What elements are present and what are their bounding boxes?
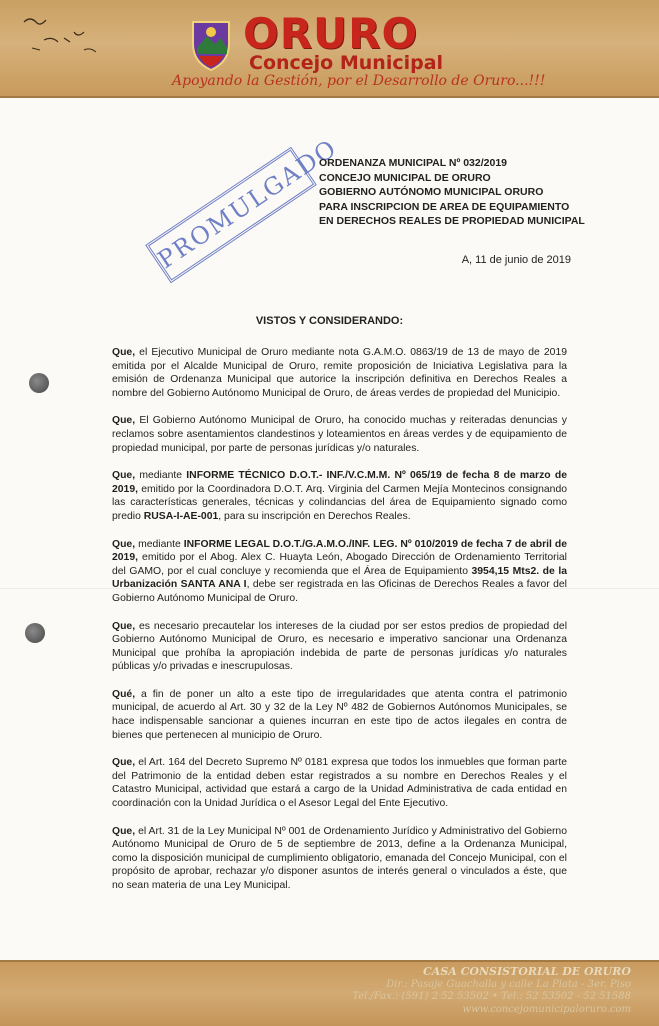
paragraph-lead: Que,	[112, 757, 136, 769]
punch-hole	[25, 623, 45, 643]
paragraph-text: emitido por la Coordinadora D.O.T. Arq. Virginia del Carmen Mejía Montecinos consignando las características generales, técnicas y colindancias del área de Equipamiento signado como predio	[112, 483, 567, 522]
ordinance-heading	[319, 156, 585, 229]
letterhead-header	[0, 0, 659, 98]
brand-tagline: Apoyando la Gestión, por el Desarrollo de Oruro...!!!	[172, 73, 546, 89]
paragraph-text: el Ejecutivo Municipal de Oruro mediante nota G.A.M.O. 0863/19 de 13 de mayo de 2019 emitida por el Alcalde Municipal de Oruro, remite proposición de Iniciativa Legislativa para la emisión de Ordenanza Municipal que autorice la inscripción definitiva en Derechos Reales a nombre del Gobierno Autónomo Municipal de Oruro, de áreas verdes de propiedad del Municipio.	[112, 347, 567, 399]
paragraph-text: emitido por el Abog. Alex C. Huayta León, Abogado Dirección de Ordenamiento Territorial del GAMO, por el cual concluye y recomienda que el Área de Equipamiento	[112, 552, 567, 577]
heading-line: GOBIERNO AUTÓNOMO MUNICIPAL ORURO	[319, 186, 544, 198]
paragraph-text: mediante	[135, 538, 184, 550]
paragraph-text: , debe ser registrada en las Oficinas de Derechos Reales a favor del Gobierno Autónomo Municipal de Oruro.	[112, 579, 567, 604]
paragraph-bold: INFORME LEGAL D.O.T./G.A.M.O./INF. LEG. Nº 010/2019 de fecha 7 de abril de 2019,	[112, 538, 567, 564]
brand-title: ORURO	[243, 9, 419, 58]
paragraph	[112, 414, 567, 455]
handwritten-marks	[14, 10, 124, 70]
paragraph-lead: Que,	[112, 415, 136, 427]
paragraph	[112, 469, 567, 523]
footer-address	[352, 966, 631, 1016]
letterhead-footer	[0, 960, 659, 1026]
paragraph-text: mediante	[135, 470, 187, 482]
promulgado-stamp: PROMULGADO	[145, 147, 317, 284]
paragraph-bold: 3954,15 Mts2. de la Urbanización SANTA ANA I	[112, 565, 567, 591]
paragraph-bold: RUSA-I-AE-001	[143, 510, 219, 522]
paragraph	[112, 620, 567, 674]
paragraph-bold: INFORME TÉCNICO D.O.T.- INF./V.C.M.M. Nº 065/19 de fecha 8 de marzo de 2019,	[112, 470, 567, 495]
paragraph	[112, 825, 567, 893]
paragraph-text: , para su inscripción en Derechos Reales.	[218, 510, 411, 522]
punch-hole	[29, 373, 49, 393]
document-date: A, 11 de junio de 2019	[461, 254, 571, 266]
paragraph-text: el Art. 31 de la Ley Municipal Nº 001 de Ordenamiento Jurídico y Administrativo del Gobierno Autónomo Municipal de Oruro de 5 de septiembre de 2013, define a la Ordenanza Municipal, como la disposición municipal de cumplimiento obligatorio, emanada del Concejo Municipal, con el propósito de aprobar, rechazar y/o disponer asuntos de interés general o vinculados a éste, que no sean materia de una Ley Municipal.	[112, 825, 567, 891]
page-fold	[0, 588, 659, 589]
paragraph-text: el Art. 164 del Decreto Supremo Nº 0181 expresa que todos los inmuebles que forman parte del Patrimonio de la entidad deben estar registrados a su nombre en Derechos Reales y el Catastro Municipal, actividad que estará a cargo de la Unidad Administrativa de cada entidad en coordinación con la Unidad Jurídica o el Asesor Legal del Ente Ejecutivo.	[112, 757, 567, 810]
paragraph-lead: Que,	[112, 470, 136, 482]
paragraph-lead: Qué,	[112, 688, 136, 700]
footer-website: www.concejomunicipaloruro.com	[462, 1003, 631, 1015]
footer-line: Dir.: Pasaje Guachalla y calle La Plata - 3er. Piso	[386, 978, 631, 990]
paragraph-text: es necesario precautelar los intereses de la ciudad por ser estos predios de propiedad del Gobierno Autónomo Municipal de Oruro, es necesario e imperativo sancionar una Ordenanza Municipal que prohíba la apropiación indebida de parte de personas jurídicas y/o naturales públicas y/o privadas e inescrupulosas.	[112, 620, 567, 673]
paragraph-text: El Gobierno Autónomo Municipal de Oruro, ha conocido muchas y reiteradas denuncias y reclamos sobre asentamientos clandestinos y loteamientos en áreas verdes y de equipamiento de propiedad municipal, por parte de personas jurídicas y/o naturales.	[112, 415, 567, 454]
oruro-coat-of-arms-icon	[189, 18, 233, 72]
heading-line: ORDENANZA MUNICIPAL Nº 032/2019	[319, 157, 508, 169]
heading-line: CONCEJO MUNICIPAL DE ORURO	[319, 171, 491, 184]
paragraph-lead: Que,	[112, 620, 136, 632]
document-body	[112, 346, 567, 907]
heading-line: PARA INSCRIPCION DE AREA DE EQUIPAMIENTO	[319, 200, 570, 213]
footer-line: CASA CONSISTORIAL DE ORURO	[423, 965, 631, 978]
paragraph-lead: Que,	[112, 825, 136, 837]
section-title: VISTOS Y CONSIDERANDO:	[255, 315, 404, 327]
footer-line: Tel./Fax.: (591) 2 52 53502 • Tel.: 52 53502 - 52 51588	[352, 991, 631, 1002]
paragraph	[112, 538, 567, 606]
paragraph-lead: Que,	[112, 347, 136, 358]
paragraph-lead: Que,	[112, 538, 136, 550]
heading-line: EN DERECHOS REALES DE PROPIEDAD MUNICIPAL	[319, 215, 585, 227]
paragraph	[112, 346, 567, 400]
paragraph-text: a fin de poner un alto a este tipo de irregularidades que atenta contra el patrimonio municipal, de acuerdo al Art. 30 y 32 de la Ley Nº 482 de Gobiernos Autónomos Municipales, se hace indispensable sancionar a quienes incurran en este tipo de actos ilegales en contra de bienes que pertenecen al municipio de Oruro.	[112, 688, 567, 741]
paragraph	[112, 756, 567, 810]
paragraph	[112, 688, 567, 742]
brand-subtitle: Concejo Municipal	[249, 52, 444, 74]
